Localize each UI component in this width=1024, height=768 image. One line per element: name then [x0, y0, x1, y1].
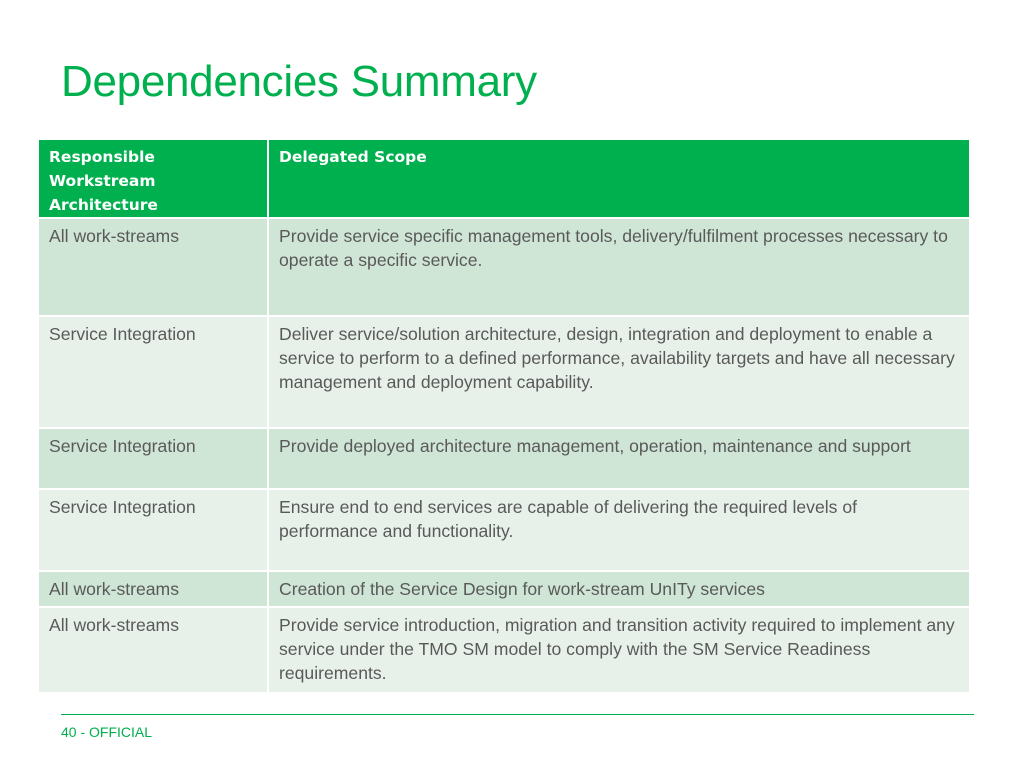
footer-label: 40 - OFFICIAL: [61, 724, 153, 740]
dependencies-table: [39, 140, 971, 694]
column-header-workstream: Responsible Workstream Architecture: [39, 140, 268, 218]
workstream-cell: Service Integration: [39, 428, 268, 489]
workstream-cell: Service Integration: [39, 489, 268, 571]
table-row: [39, 571, 970, 607]
scope-cell: Creation of the Service Design for work-stream UnITy services: [268, 571, 970, 607]
scope-cell: Provide service specific management tools, delivery/fulfilment processes necessary to operate a specific service.: [268, 218, 970, 316]
workstream-cell: Service Integration: [39, 316, 268, 428]
table-row: [39, 428, 970, 489]
table-row: [39, 489, 970, 571]
workstream-cell: All work-streams: [39, 218, 268, 316]
table-row: [39, 316, 970, 428]
table-row: [39, 607, 970, 693]
scope-cell: Provide service introduction, migration and transition activity required to implement any service under the TMO SM model to comply with the SM Service Readiness requirements.: [268, 607, 970, 693]
workstream-cell: All work-streams: [39, 607, 268, 693]
page-title: Dependencies Summary: [61, 57, 537, 106]
scope-cell: Deliver service/solution architecture, design, integration and deployment to enable a service to perform to a defined performance, availability targets and have all necessary management and deployment capability.: [268, 316, 970, 428]
footer-divider: [61, 714, 974, 715]
scope-cell: Provide deployed architecture management, operation, maintenance and support: [268, 428, 970, 489]
workstream-cell: All work-streams: [39, 571, 268, 607]
table-header-row: [39, 140, 970, 218]
table-row: [39, 218, 970, 316]
scope-cell: Ensure end to end services are capable of delivering the required levels of performance and functionality.: [268, 489, 970, 571]
column-header-scope: Delegated Scope: [268, 140, 970, 218]
